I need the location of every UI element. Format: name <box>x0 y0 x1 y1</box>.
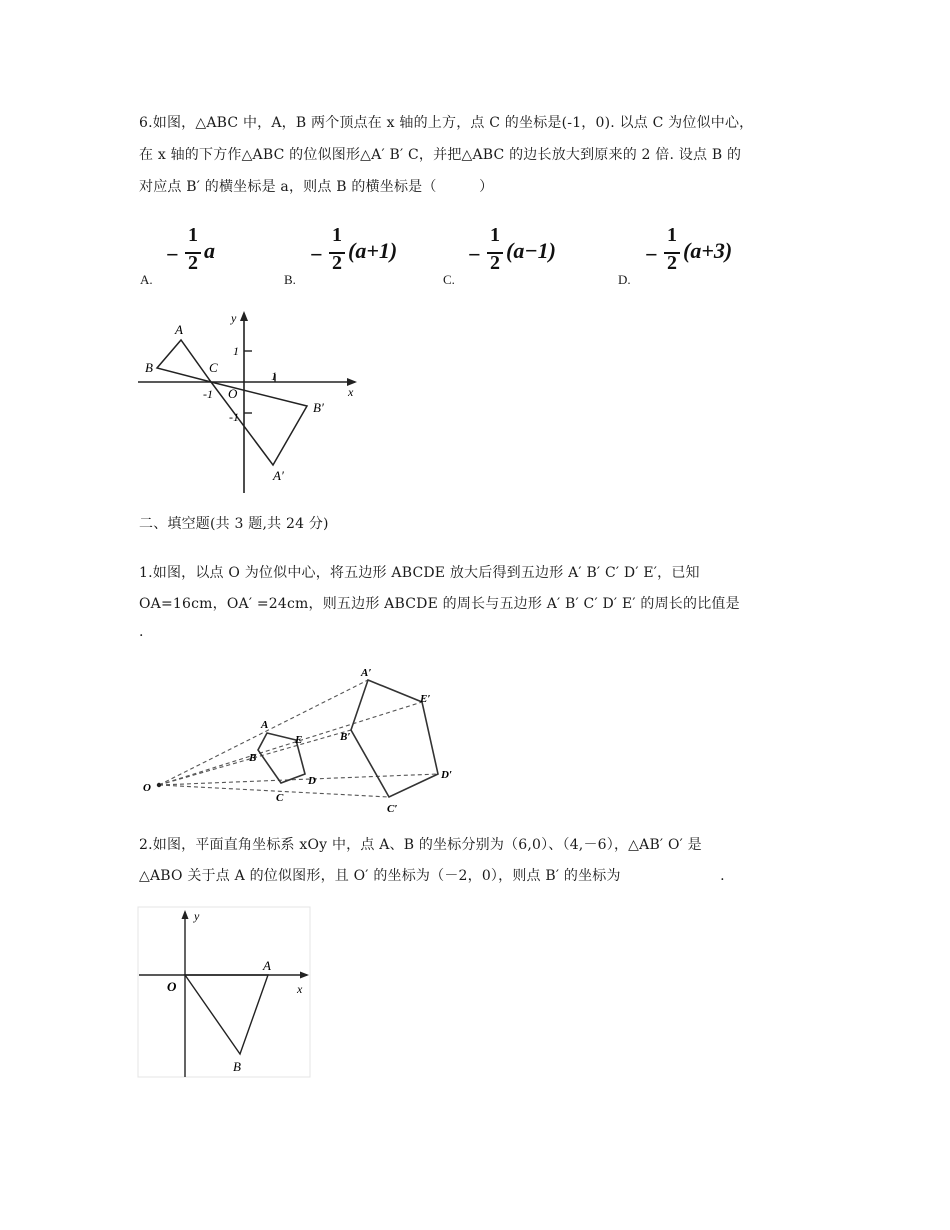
label-x-axis: x <box>297 982 303 996</box>
q6-coordinate-figure <box>135 308 365 498</box>
q6-line-2: 在 x 轴的下方作△ABC 的位似图形△A′ B′ C，并把△ABC 的边长放大到原来的 2 倍. 设点 B 的 <box>139 147 742 163</box>
q6-line-3: 对应点 B′ 的横坐标是 a，则点 B 的横坐标是（ ） <box>139 179 494 195</box>
y-axis-arrow-icon <box>182 910 189 919</box>
label-o: O <box>228 386 238 401</box>
option-a-tail: a <box>204 238 215 263</box>
option-c-letter: C. <box>443 272 455 287</box>
q1-line-1: 1.如图，以点 O 为位似中心，将五边形 ABCDE 放大后得到五边形 A′ B′ C′ D′ E′，已知 <box>139 565 700 581</box>
option-b-letter: B. <box>284 272 296 287</box>
minus-sign: − <box>310 242 323 267</box>
q2-line-1: 2.如图，平面直角坐标系 xOy 中，点 A、B 的坐标分别为（6,0）、（4,－6），△AB′ O′ 是 <box>139 837 702 853</box>
label-a-prime: A′ <box>361 667 372 679</box>
minus-sign: − <box>468 242 481 267</box>
denominator: 2 <box>332 252 342 274</box>
option-b-tail: (a+1) <box>348 238 398 263</box>
figure-frame <box>138 907 310 1077</box>
label-b-prime: B′ <box>340 731 351 743</box>
q1-pentagon-figure <box>135 660 465 820</box>
x-axis-arrow-icon <box>300 972 309 979</box>
q1-line-3: . <box>139 624 144 640</box>
label-b: B <box>249 752 257 764</box>
label-y-axis: y <box>194 909 200 923</box>
triangle-abc <box>157 340 211 382</box>
center-point-o <box>157 783 161 787</box>
label-a: A <box>263 958 271 973</box>
denominator: 2 <box>490 252 500 274</box>
numerator: 1 <box>667 224 677 246</box>
option-a-letter: A. <box>140 272 153 287</box>
triangle-a-prime-b-prime-c <box>211 382 307 465</box>
minus-sign: − <box>645 242 658 267</box>
section-2-title: 二、填空题(共 3 题,共 24 分) <box>139 516 329 532</box>
label-c: C <box>276 792 284 804</box>
label-x-axis: x <box>348 385 354 399</box>
label-d-prime: D′ <box>441 769 453 781</box>
q1-line-2: OA=16cm，OA′ =24cm，则五边形 ABCDE 的周长与五边形 A′ B′ C′ D′ E′ 的周长的比值是 <box>139 596 740 612</box>
q2-coordinate-figure <box>137 906 317 1084</box>
numerator: 1 <box>490 224 500 246</box>
option-c-tail: (a−1) <box>506 238 556 263</box>
numerator: 1 <box>332 224 342 246</box>
label-y-axis: y <box>231 311 237 325</box>
label-a: A <box>175 322 183 337</box>
label-c: C <box>209 360 218 375</box>
label-a: A <box>261 719 269 731</box>
q2-line-2: △ABO 关于点 A 的位似图形，且 O′ 的坐标为（－2，0），则点 B′ 的坐标为 . <box>139 868 725 884</box>
label-tick-x-neg1: -1 <box>203 387 213 401</box>
option-d-letter: D. <box>618 272 631 287</box>
denominator: 2 <box>667 252 677 274</box>
q6-line-1: 6.如图，△ABC 中，A，B 两个顶点在 x 轴的上方，点 C 的坐标是(-1，0). 以点 C 为位似中心， <box>139 115 754 131</box>
label-c-prime: C′ <box>387 803 398 815</box>
label-d: D <box>308 775 316 787</box>
label-b: B <box>145 360 153 375</box>
label-e-prime: E′ <box>420 693 431 705</box>
numerator: 1 <box>188 224 198 246</box>
label-tick-y-1: 1 <box>233 344 239 358</box>
label-o: O <box>143 782 151 794</box>
label-b-prime: B′ <box>313 400 324 415</box>
label-e: E <box>295 734 303 746</box>
label-o: O <box>167 979 177 994</box>
label-b: B <box>233 1059 241 1074</box>
y-axis-arrow-icon <box>240 311 248 321</box>
label-tick-x-1: 1 <box>271 369 277 383</box>
label-tick-y-neg1: -1 <box>229 410 239 424</box>
denominator: 2 <box>188 252 198 274</box>
label-a-prime: A′ <box>273 468 284 483</box>
minus-sign: − <box>166 242 179 267</box>
option-d-tail: (a+3) <box>683 238 733 263</box>
triangle-abo <box>185 975 268 1054</box>
